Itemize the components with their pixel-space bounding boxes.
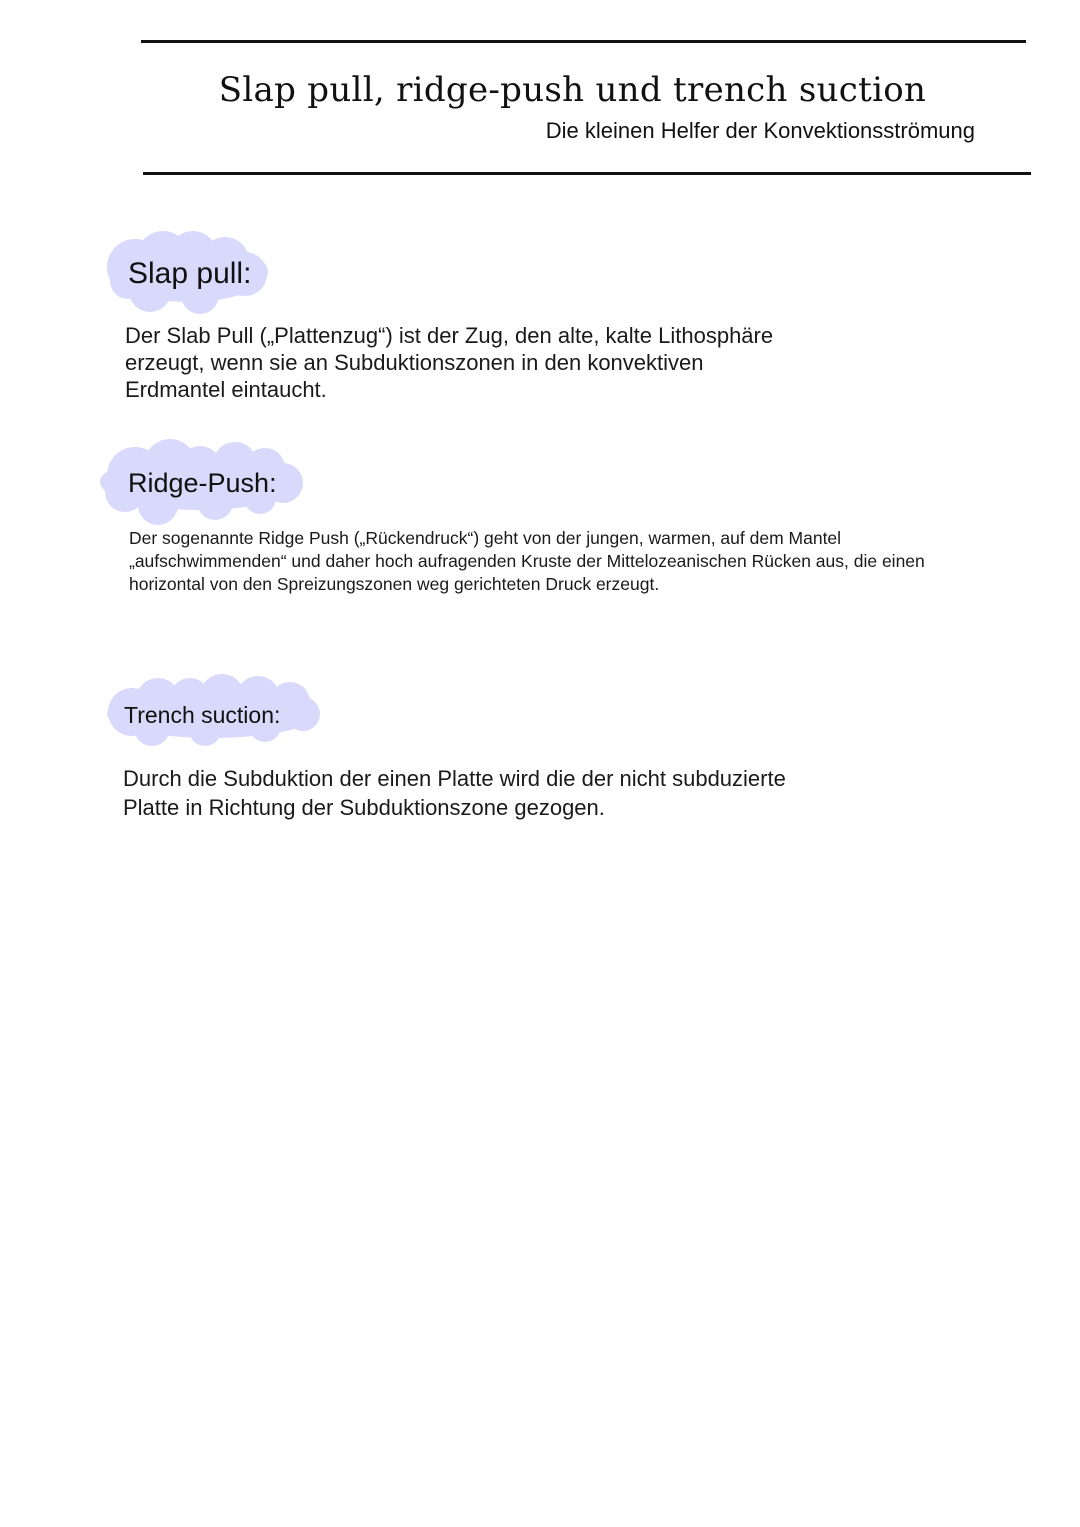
section-heading: Slap pull: bbox=[128, 257, 252, 290]
section-heading: Ridge-Push: bbox=[128, 468, 277, 498]
section-trench-suction bbox=[0, 668, 1080, 838]
section-text: Der sogenannte Ridge Push („Rückendruck“) geht von der jungen, warmen, auf dem Mantel „aufschwimmenden“ und daher hoch aufragenden Kruste der Mittelozeanischen Rücken aus, die einen horizontal von den Spreizungszonen weg gerichteten Druck erzeugt. bbox=[129, 528, 925, 594]
top-divider bbox=[141, 40, 1026, 43]
header-divider bbox=[143, 172, 1031, 175]
section-heading: Trench suction: bbox=[124, 702, 281, 728]
section-slab-pull bbox=[0, 225, 1080, 415]
section-ridge-push bbox=[0, 430, 1080, 630]
page-subtitle: Die kleinen Helfer der Konvektionsströmung bbox=[545, 118, 975, 143]
section-text: Der Slab Pull („Plattenzug“) ist der Zug, den alte, kalte Lithosphäre erzeugt, wenn sie an Subduktionszonen in den konvektiven Erdmantel eintaucht. bbox=[125, 323, 774, 402]
section-text: Durch die Subduktion der einen Platte wird die der nicht subduzierte Platte in Richtung der Subduktionszone gezogen. bbox=[123, 766, 786, 820]
page-title: Slap pull, ridge-push und trench suction bbox=[218, 70, 927, 110]
